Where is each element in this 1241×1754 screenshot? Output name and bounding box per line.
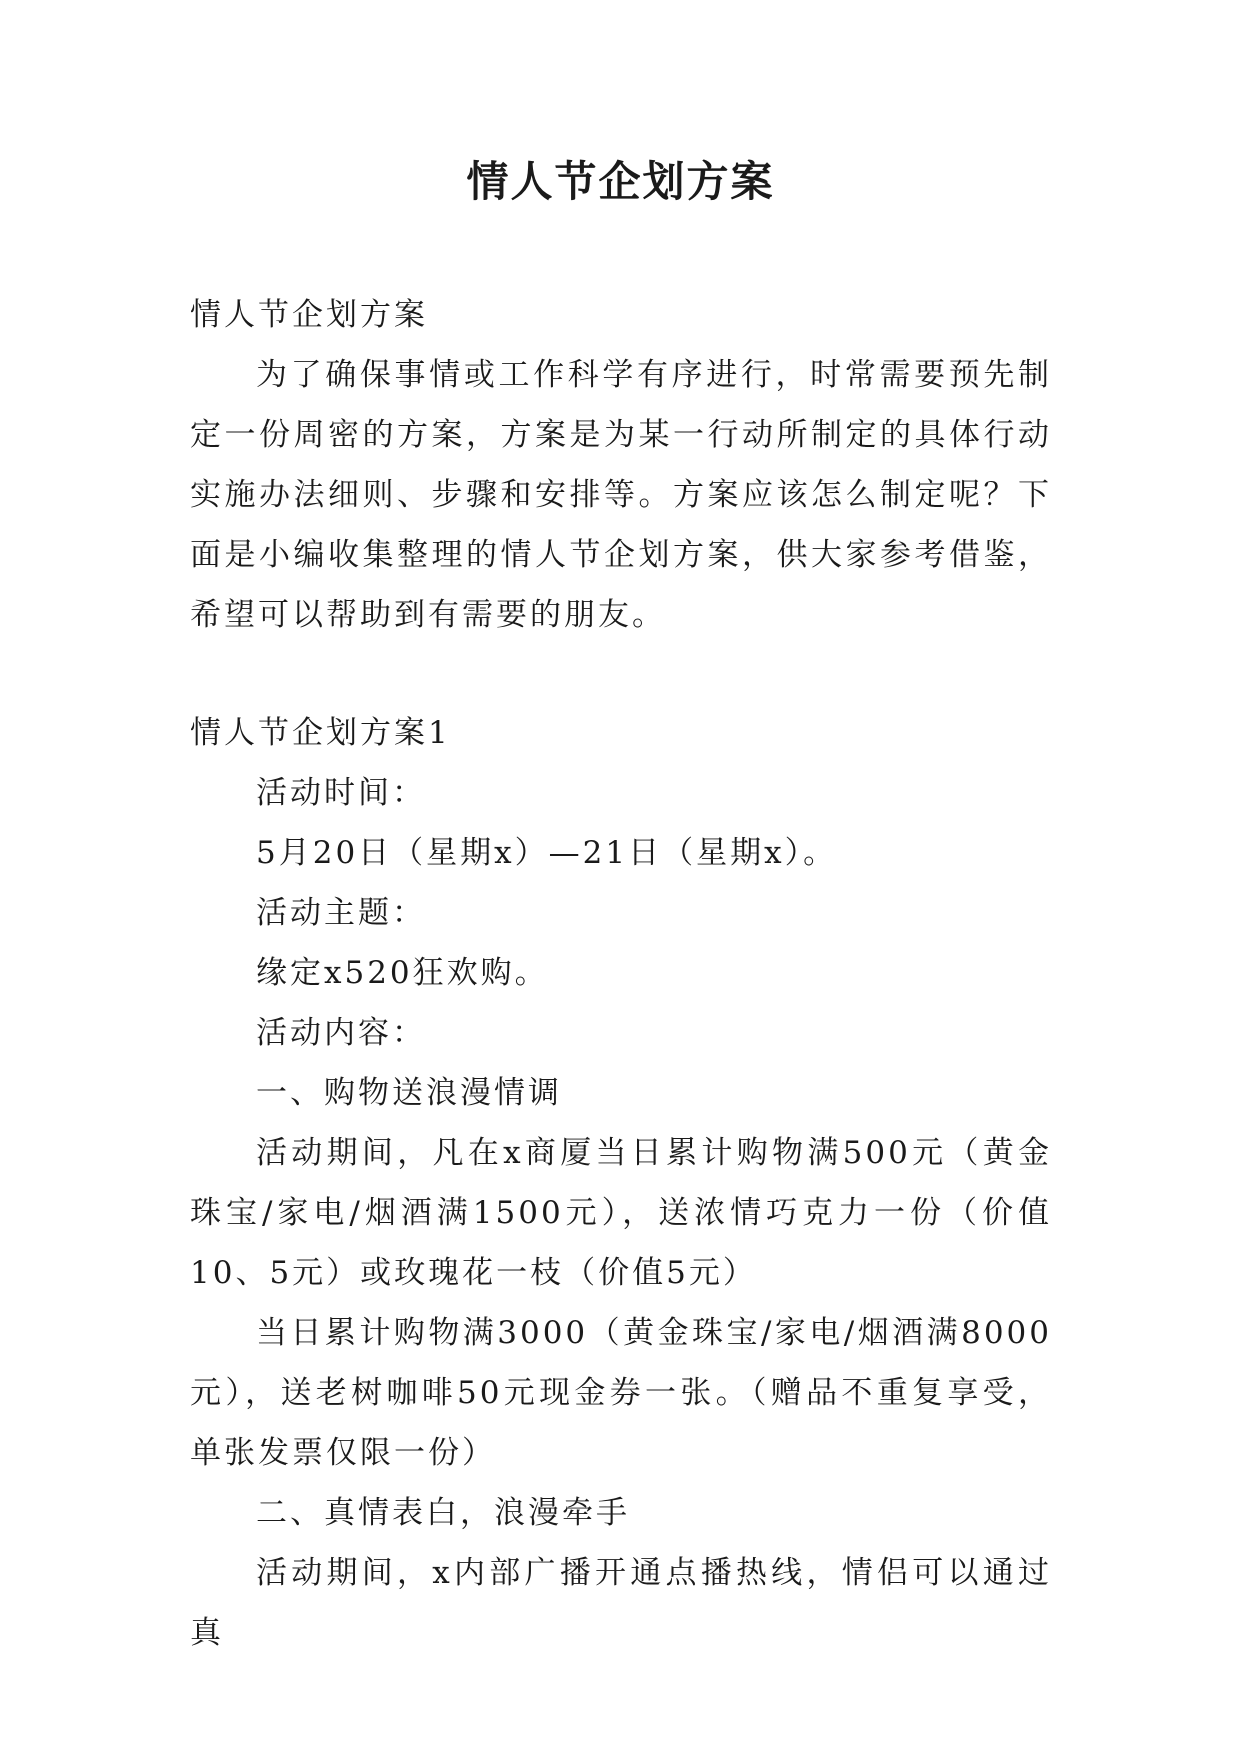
item1-heading: 一、购物送浪漫情调 (256, 1075, 562, 1111)
document-body (190, 285, 1052, 1663)
content-label: 活动内容： (256, 1015, 426, 1051)
theme-label: 活动主题： (256, 895, 426, 931)
document-subtitle: 情人节企划方案 (190, 297, 428, 333)
time-label: 活动时间： (256, 775, 426, 811)
paragraph-gap (190, 645, 1052, 703)
theme-value: 缘定x520狂欢购。 (256, 955, 549, 991)
item2-paragraph-1: 活动期间，x内部广播开通点播热线，情侣可以通过真 (190, 1555, 1052, 1651)
document-title: 情人节企划方案 (466, 157, 775, 206)
section-heading: 情人节企划方案1 (190, 715, 451, 751)
item2-heading: 二、真情表白，浪漫牵手 (256, 1495, 630, 1531)
item1-paragraph-2: 当日累计购物满3000（黄金珠宝/家电/烟酒满8000元），送老树咖啡50元现金券一张。（赠品不重复享受，单张发票仅限一份） (190, 1315, 1052, 1471)
time-value: 5月20日（星期x）—21日（星期x）。 (256, 835, 838, 871)
intro-paragraph: 为了确保事情或工作科学有序进行，时常需要预先制定一份周密的方案，方案是为某一行动所制定的具体行动实施办法细则、步骤和安排等。方案应该怎么制定呢？下面是小编收集整理的情人节企划方案，供大家参考借鉴，希望可以帮助到有需要的朋友。 (190, 357, 1052, 633)
item1-paragraph-1: 活动期间，凡在x商厦当日累计购物满500元（黄金珠宝/家电/烟酒满1500元），送浓情巧克力一份（价值10、5元）或玫瑰花一枝（价值5元） (190, 1135, 1052, 1291)
